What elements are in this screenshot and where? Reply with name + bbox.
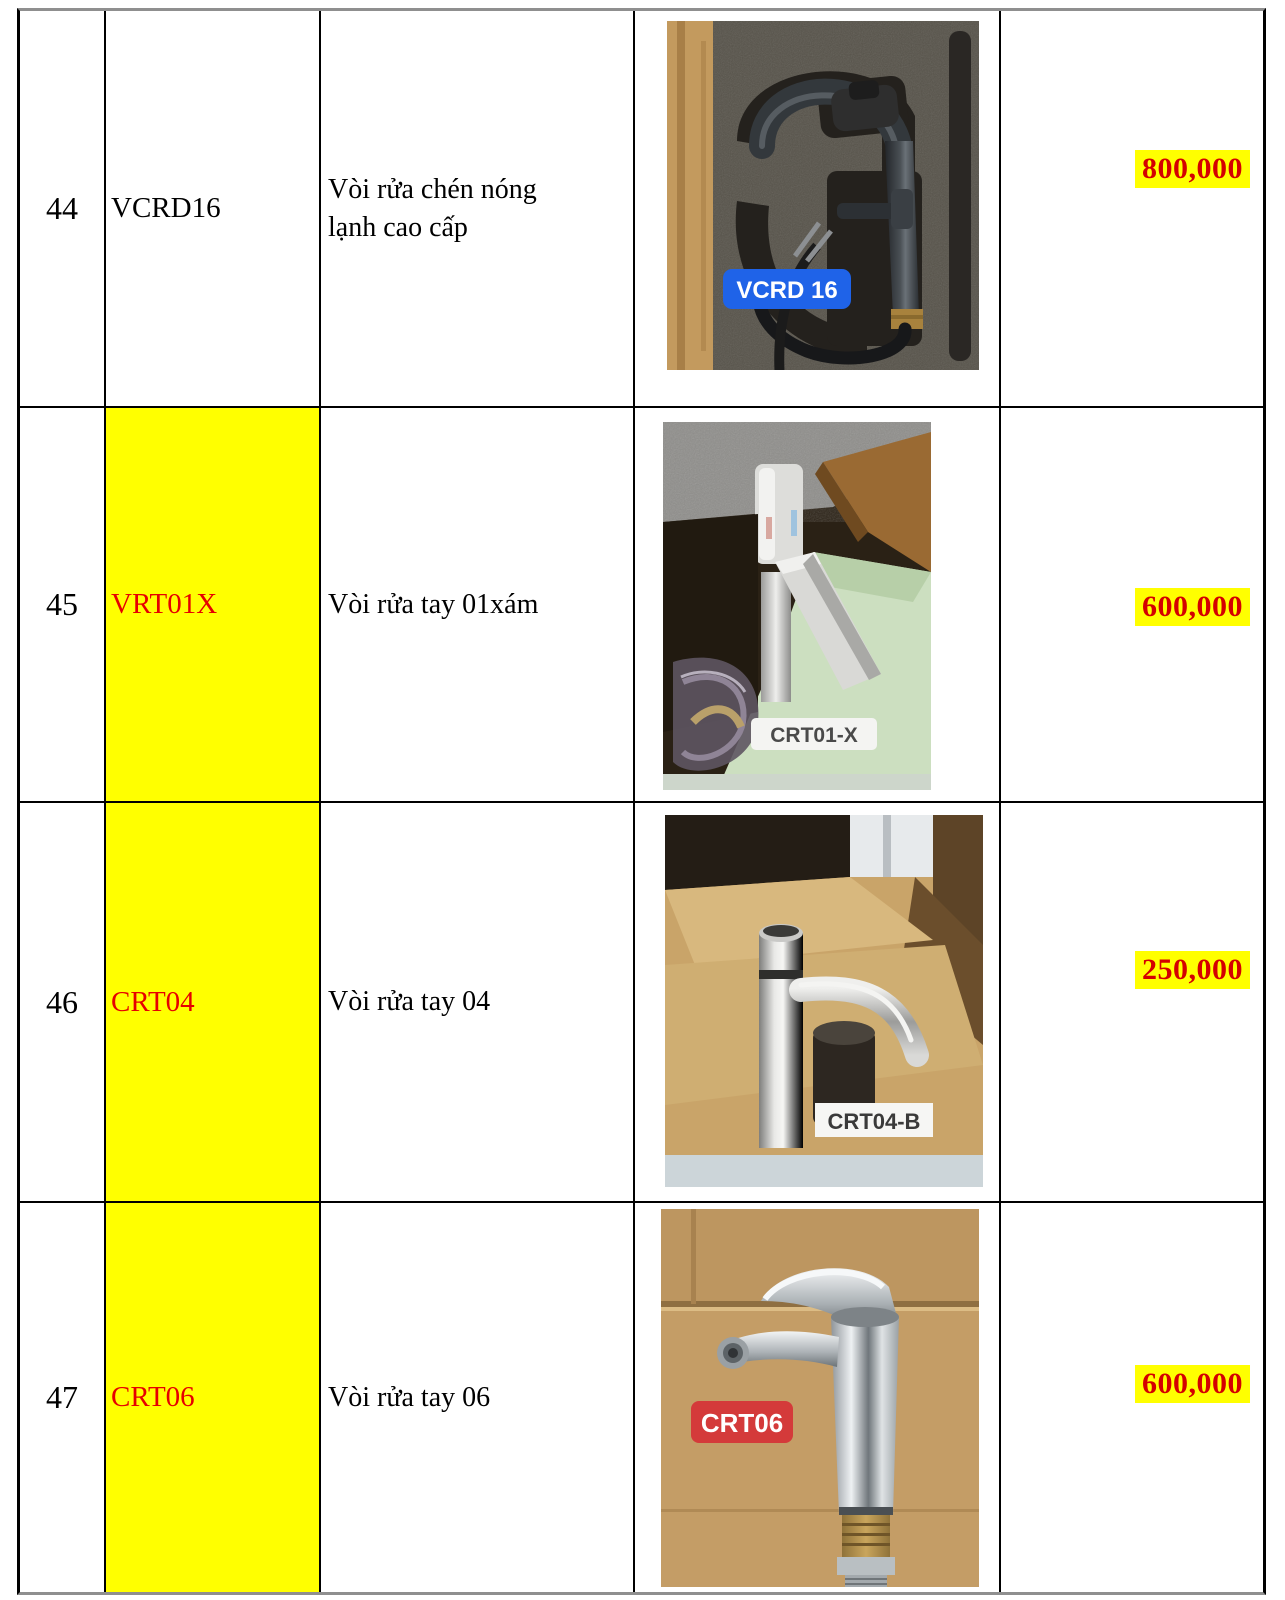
- product-description: Vòi rửa tay 06: [328, 1381, 491, 1413]
- price-cell: [1001, 803, 1263, 1201]
- product-description: Vòi rửa chén nóng lạnh cao cấp: [328, 173, 537, 243]
- product-photo-cell: [635, 803, 1001, 1201]
- row-index-cell: [20, 11, 106, 406]
- photo-badge-label: CRT04-B: [827, 1109, 921, 1134]
- price-value: 600,000: [1135, 1365, 1250, 1403]
- product-description: Vòi rửa tay 01xám: [328, 588, 539, 620]
- product-code-cell: [106, 1203, 321, 1592]
- product-photo: [663, 422, 931, 795]
- photo-badge-label: VCRD 16: [736, 277, 838, 304]
- photo-badge-label: CRT06: [700, 1408, 784, 1438]
- price-cell: [1001, 1203, 1263, 1592]
- price-value: 600,000: [1135, 588, 1250, 626]
- price-cell: [1001, 11, 1263, 406]
- product-code: VRT01X: [111, 588, 218, 620]
- product-photo-cell: [635, 408, 1001, 801]
- product-code-cell: [106, 11, 321, 406]
- price-value: 250,000: [1135, 951, 1250, 989]
- product-description-cell: [321, 1203, 635, 1592]
- photo-badge-label: CRT01-X: [770, 724, 858, 747]
- table-row: [20, 803, 1263, 1203]
- product-code: VCRD16: [111, 192, 221, 224]
- product-description-cell: [321, 408, 635, 801]
- price-list-table: [17, 8, 1266, 1595]
- product-photo: [661, 1209, 979, 1592]
- product-code: CRT06: [111, 1381, 195, 1413]
- price-value: 800,000: [1135, 150, 1250, 188]
- row-index: 45: [46, 586, 78, 622]
- row-index: 44: [46, 190, 78, 226]
- table-row: [20, 11, 1263, 408]
- row-index-cell: [20, 408, 106, 801]
- row-index-cell: [20, 1203, 106, 1592]
- product-photo: [665, 815, 983, 1192]
- product-photo-cell: [635, 1203, 1001, 1592]
- product-description: Vòi rửa tay 04: [328, 986, 491, 1018]
- product-description-cell: [321, 803, 635, 1201]
- table-row: [20, 408, 1263, 803]
- product-photo-cell: [635, 11, 1001, 406]
- product-description-cell: [321, 11, 635, 406]
- row-index-cell: [20, 803, 106, 1201]
- price-cell: [1001, 408, 1263, 801]
- row-index: 47: [46, 1379, 78, 1415]
- table-row: [20, 1203, 1263, 1592]
- row-index: 46: [46, 983, 78, 1020]
- product-photo: [667, 21, 979, 375]
- product-code: CRT04: [111, 985, 195, 1018]
- product-code-cell: [106, 408, 321, 801]
- product-code-cell: [106, 803, 321, 1201]
